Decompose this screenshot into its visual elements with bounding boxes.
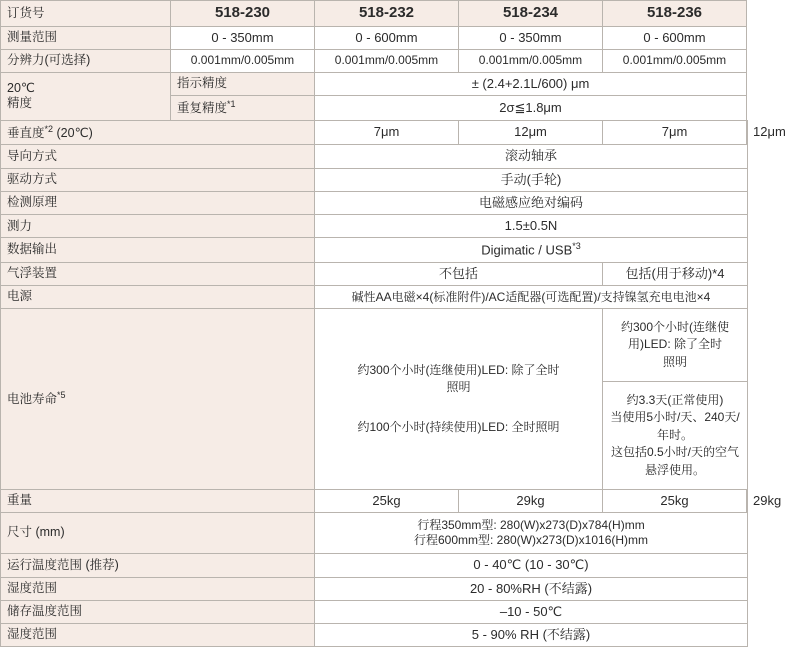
- footnote-marker-2: *2: [44, 123, 54, 134]
- battery-right-top-line-2: 照明: [662, 354, 687, 369]
- table-row-measuring-range: [1, 26, 748, 49]
- dimensions-line-1: 行程350mm型: 280(W)x273(D)x784(H)mm: [417, 518, 645, 533]
- value-weight-4: 29kg: [747, 490, 748, 513]
- battery-left-line-2: 照明: [446, 380, 471, 395]
- label-principle: 检测原理: [1, 191, 315, 214]
- label-output: 数据输出: [1, 238, 315, 263]
- battery-left-line-1: 约300个小时(连继使用)LED: 除了全时: [357, 362, 560, 377]
- label-accuracy-word: 精度: [7, 96, 33, 111]
- value-perpendicularity-2: 12μm: [459, 120, 603, 145]
- label-op-temp: 运行温度范围 (推荐): [1, 554, 315, 577]
- value-air-left: 不包括: [315, 263, 603, 286]
- value-dimensions: [315, 513, 748, 554]
- label-force: 测力: [1, 215, 315, 238]
- value-weight-2: 29kg: [459, 490, 603, 513]
- model-header-1: 518-230: [171, 1, 315, 27]
- label-air: 气浮装置: [1, 263, 315, 286]
- value-force: 1.5±0.5N: [315, 215, 748, 238]
- table-row-power: [1, 286, 748, 309]
- label-indicating-accuracy: 指示精度: [171, 72, 315, 95]
- battery-right-bottom-line-2: 当使用5小时/天、240天/年时。: [610, 410, 740, 442]
- label-measuring-range: 测量范围: [1, 26, 171, 49]
- table-row-principle: [1, 191, 748, 214]
- value-weight-1: 25kg: [315, 490, 459, 513]
- value-drive: 手动(手轮): [315, 168, 748, 191]
- table-row-resolution: [1, 50, 748, 73]
- table-row-op-temp: [1, 554, 748, 577]
- label-dimensions: 尺寸 (mm): [1, 513, 315, 554]
- value-battery-right-top: [603, 308, 748, 381]
- footnote-marker-3: *3: [572, 241, 581, 252]
- battery-right-top-line-1: 约300个小时(连继使用)LED: 除了全时: [620, 319, 730, 352]
- value-principle: 电磁感应绝对编码: [315, 191, 748, 214]
- value-battery-right-bottom: [603, 382, 748, 490]
- label-humidity-1: 湿度范围: [1, 577, 315, 600]
- value-range-4: 0 - 600mm: [603, 26, 747, 49]
- value-resolution-1: 0.001mm/0.005mm: [171, 50, 315, 73]
- value-guide: 滚动轴承: [315, 145, 748, 168]
- model-header-2: 518-232: [315, 1, 459, 27]
- table-row-air: [1, 263, 748, 286]
- label-resolution: 分辨力(可选择): [1, 50, 171, 73]
- value-range-1: 0 - 350mm: [171, 26, 315, 49]
- label-humidity-2: 湿度范围: [1, 624, 315, 647]
- value-power: 碱性AA电磁×4(标准附件)/AC适配器(可选配置)/支持镍氢充电电池×4: [315, 286, 748, 309]
- value-resolution-2: 0.001mm/0.005mm: [315, 50, 459, 73]
- value-range-2: 0 - 600mm: [315, 26, 459, 49]
- table-row-force: [1, 215, 748, 238]
- value-humidity-2: 5 - 90% RH (不结露): [315, 624, 748, 647]
- table-row-header: [1, 1, 748, 27]
- table-row-battery: [1, 308, 748, 381]
- label-drive: 驱动方式: [1, 168, 315, 191]
- value-weight-3: 25kg: [603, 490, 747, 513]
- value-output: Digimatic / USB$^{*3}$: [315, 238, 748, 263]
- label-store-temp: 储存温度范围: [1, 600, 315, 623]
- value-air-right: 包括(用于移动)*4: [603, 263, 748, 286]
- value-op-temp: 0 - 40℃ (10 - 30℃): [315, 554, 748, 577]
- value-resolution-3: 0.001mm/0.005mm: [459, 50, 603, 73]
- battery-left-line-3: 约100个小时(持续使用)LED: 全时照明: [357, 419, 560, 434]
- model-header-3: 518-234: [459, 1, 603, 27]
- table-row-drive: [1, 168, 748, 191]
- table-row-weight: [1, 490, 748, 513]
- footnote-marker-5: *5: [57, 390, 66, 401]
- value-indicating-accuracy: ± (2.4+2.1L/600) μm: [315, 72, 747, 95]
- value-perpendicularity-4: 12μm: [747, 120, 748, 145]
- table-row-output: [1, 238, 748, 263]
- label-accuracy-group: [1, 72, 171, 120]
- value-battery-left: [315, 308, 603, 489]
- dimensions-line-2: 行程600mm型: 280(W)x273(D)x1016(H)mm: [413, 533, 649, 548]
- header-label: 订货号: [1, 1, 171, 27]
- table-row-store-temp: [1, 600, 748, 623]
- table-row-indicating-accuracy: [1, 72, 748, 95]
- value-repeatability: 2σ≦1.8μm: [315, 95, 747, 120]
- label-power: 电源: [1, 286, 315, 309]
- value-perpendicularity-3: 7μm: [603, 120, 747, 145]
- table-row-dimensions: [1, 513, 748, 554]
- value-resolution-4: 0.001mm/0.005mm: [603, 50, 747, 73]
- label-battery: 电池寿命$^{*5}$: [1, 308, 315, 489]
- value-perpendicularity-1: 7μm: [315, 120, 459, 145]
- table-row-humidity-2: [1, 624, 748, 647]
- model-header-4: 518-236: [603, 1, 747, 27]
- value-humidity-1: 20 - 80%RH (不结露): [315, 577, 748, 600]
- label-perpendicularity: 垂直度$^{*2}$ (20℃): [1, 120, 315, 145]
- label-weight: 重量: [1, 490, 315, 513]
- value-store-temp: –10 - 50℃: [315, 600, 748, 623]
- value-range-3: 0 - 350mm: [459, 26, 603, 49]
- footnote-marker-1: *1: [227, 98, 236, 109]
- label-repeatability: 重复精度$^{*1}$: [171, 95, 315, 120]
- table-row-guide: [1, 145, 748, 168]
- table-row-perpendicularity: [1, 120, 748, 145]
- battery-right-bottom-line-3: 这包括0.5小时/天的空气悬浮使用。: [610, 445, 740, 477]
- table-row-humidity-1: [1, 577, 748, 600]
- label-guide: 导向方式: [1, 145, 315, 168]
- label-accuracy-temp: 20℃: [7, 80, 35, 95]
- battery-right-bottom-line-1: 约3.3天(正常使用): [626, 393, 724, 408]
